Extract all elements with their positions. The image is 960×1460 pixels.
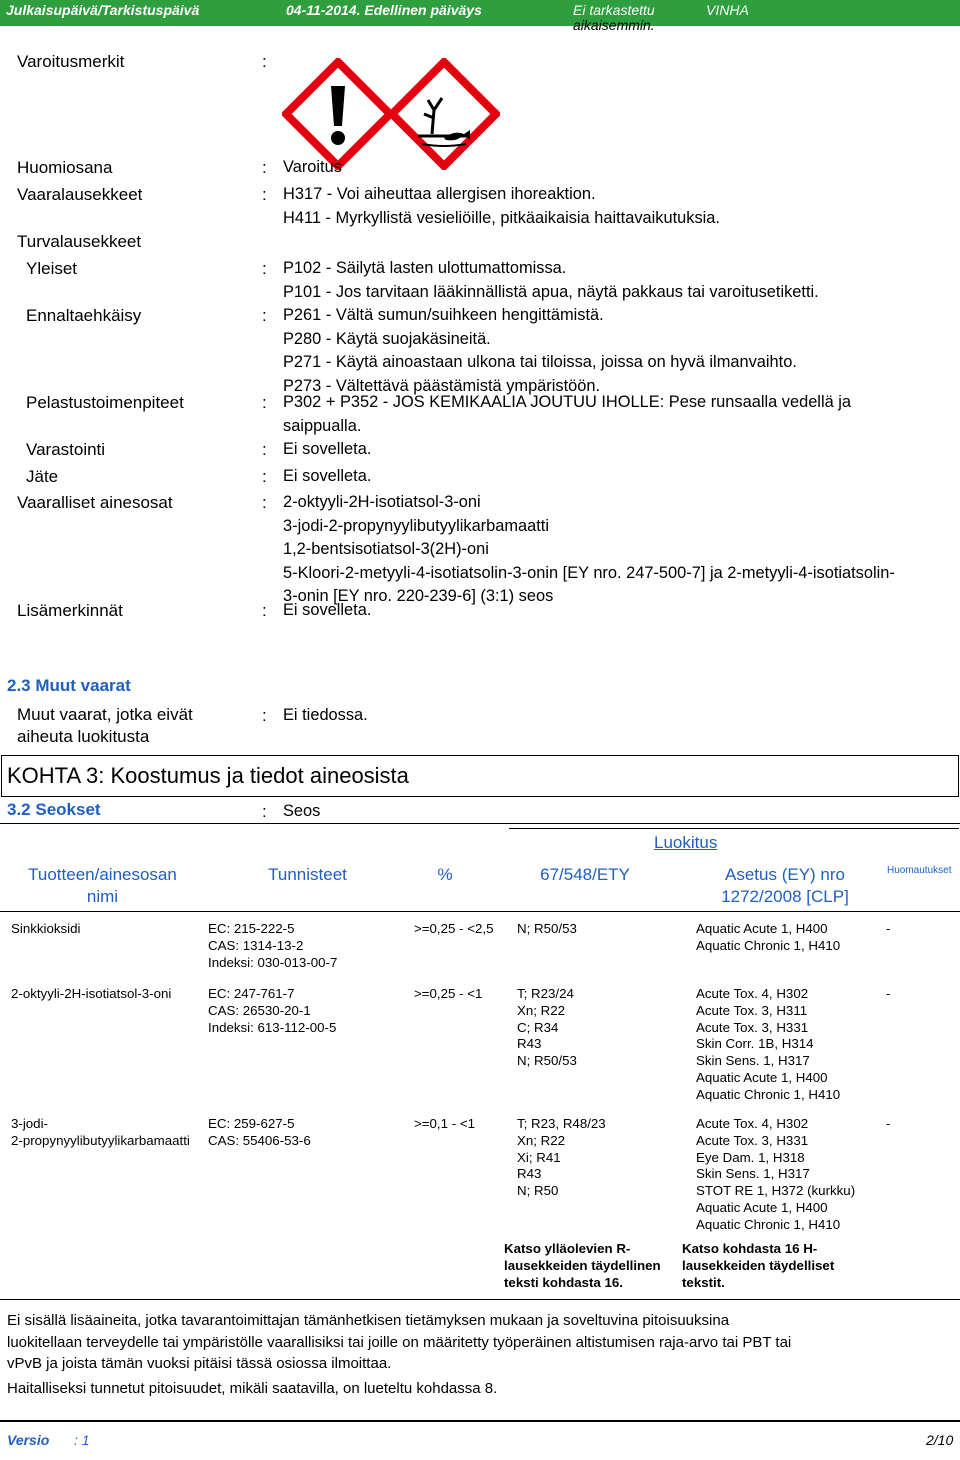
date-label: Julkaisupäivä/Tarkistuspäivä <box>6 2 200 18</box>
colon: : <box>262 185 267 204</box>
other-hazards-heading: 2.3 Muut vaarat <box>7 676 131 695</box>
col-clp-header: Asetus (EY) nro 1272/2008 [CLP] <box>721 865 849 906</box>
colon: : <box>262 158 267 177</box>
disposal-label: Jäte <box>26 467 59 486</box>
signal-word: Varoitus <box>283 158 342 176</box>
colon: : <box>262 440 267 459</box>
storage-label: Varastointi <box>26 440 106 459</box>
page-number: 2/10 <box>926 1432 954 1448</box>
previous-line2: aikaisemmin. <box>573 17 655 33</box>
hazardous-components: 2-oktyyli-2H-isotiatsol-3-oni 3-jodi-2-propynyylibutyylikarbamaatti 1,2-bentsisotiatsol-3(2H)-oni 5-Kloori-2-metyyli-4-isotiatsolin-3-onin [EY nro. 247-500-7] ja 2-metyyli-4-isotiatsolin- 3-onin [EY nro. 220-239-6] (3:1) seos <box>283 493 895 605</box>
section3-paragraph-1: Ei sisällä lisäaineita, jotka tavarantoimittajan tämänhetkisen tietämyksen mukaan ja soveltuvina pitoisuuksina luokitellaan terveydelle tai ympäristölle vaarallisiksi tai joille on määritetty työperäinen altistumisen raja-arvo tai PBT tai vPvB ja joista tämän vuoksi pitäisi tässä osiossa ilmoittaa. <box>7 1312 792 1372</box>
col-percent-header: % <box>437 865 453 884</box>
table-row-1-percent: >=0,25 - <2,5 <box>414 921 494 936</box>
version-label: Versio <box>7 1432 50 1448</box>
colon: : <box>262 706 267 725</box>
table-row-1-identifiers: EC: 215-222-5 CAS: 1314-13-2 Indeksi: 030-013-00-7 <box>208 921 338 970</box>
prevention-statements: P261 - Vältä sumun/suihkeen hengittämistä. P280 - Käytä suojakäsineitä. P271 - Käytä ainoastaan ulkona tai tiloissa, joissa on hyvä ilmanvaihto. P273 - Vältettävä päästämistä ympäristöön. <box>283 306 797 395</box>
colon: : <box>262 467 267 486</box>
table-row-1-dsd: N; R50/53 <box>517 921 577 936</box>
colon: : <box>262 601 267 620</box>
response-statements: P302 + P352 - JOS KEMIKAALIA JOUTUU IHOLLE: Pese runsaalla vedellä ja saippualla. <box>283 393 852 435</box>
table-row-2-dsd: T; R23/24 Xn; R22 C; R34 R43 N; R50/53 <box>517 986 577 1069</box>
dsd-footnote: Katso ylläolevien R- lausekkeiden täydellinen teksti kohdasta 16. <box>504 1241 661 1290</box>
table-row-3-identifiers: EC: 259-627-5 CAS: 55406-53-6 <box>208 1116 311 1148</box>
version-value: : 1 <box>74 1432 90 1448</box>
table-row-3-clp: Acute Tox. 4, H302 Acute Tox. 3, H331 Eye Dam. 1, H318 Skin Sens. 1, H317 STOT RE 1, H372 (kurkku) Aquatic Acute 1, H400 Aquatic Chronic 1, H410 <box>696 1116 856 1232</box>
table-row-2-identifiers: EC: 247-761-7 CAS: 26530-20-1 Indeksi: 613-112-00-5 <box>208 986 337 1035</box>
hazardous-components-label: Vaaralliset ainesosat <box>17 493 173 512</box>
supplemental-label: Lisämerkinnät <box>17 601 123 620</box>
other-hazards-label: Muut vaarat, jotka eivät aiheuta luokitusta <box>17 705 193 746</box>
table-row-1-notes: - <box>886 921 891 936</box>
storage-value: Ei sovelleta. <box>283 440 372 458</box>
supplemental-value: Ei sovelleta. <box>283 601 372 619</box>
table-row-2-percent: >=0,25 - <1 <box>414 986 483 1001</box>
product-name: VINHA <box>706 2 749 18</box>
table-row-2-name: 2-oktyyli-2H-isotiatsol-3-oni <box>11 986 172 1001</box>
table-row-3-name: 3-jodi- 2-propynyylibutyylikarbamaatti <box>11 1116 190 1148</box>
clp-footnote: Katso kohdasta 16 H- lausekkeiden täydelliset tekstit. <box>682 1241 835 1290</box>
colon: : <box>262 306 267 325</box>
table-row-3-percent: >=0,1 - <1 <box>414 1116 475 1131</box>
table-row-1-name: Sinkkioksidi <box>11 921 81 936</box>
prevention-label: Ennaltaehkäisy <box>26 306 142 325</box>
col-name-header: Tuotteen/ainesosan nimi <box>28 865 177 906</box>
mixtures-label: 3.2 Seokset <box>7 800 101 819</box>
col-notes-header: Huomautukset <box>887 865 952 876</box>
colon: : <box>262 802 267 821</box>
table-bottom-border <box>0 1299 960 1300</box>
document-header <box>0 0 960 33</box>
date-value: 04-11-2014. Edellinen päiväys <box>286 2 482 18</box>
previous-line1: Ei tarkastettu <box>573 2 655 18</box>
colon: : <box>262 52 267 71</box>
section3-title: KOHTA 3: Koostumus ja tiedot aineosista <box>7 763 409 788</box>
colon: : <box>262 493 267 512</box>
table-row-3-notes: - <box>886 1116 891 1131</box>
environment-pictogram <box>388 58 500 170</box>
exclamation-mark-pictogram <box>282 58 394 170</box>
colon: : <box>262 259 267 278</box>
table-row-1-clp: Aquatic Acute 1, H400 Aquatic Chronic 1, H410 <box>696 921 841 953</box>
other-hazards-value: Ei tiedossa. <box>283 706 368 724</box>
table-row-3-dsd: T; R23, R48/23 Xn; R22 Xi; R41 R43 N; R50 <box>517 1116 606 1199</box>
col-dsd-header: 67/548/ETY <box>540 865 630 884</box>
col-identifiers-header: Tunnisteet <box>268 865 347 884</box>
classification-divider <box>509 828 959 829</box>
classification-header: Luokitus <box>654 833 718 852</box>
table-row-2-clp: Acute Tox. 4, H302 Acute Tox. 3, H311 Acute Tox. 3, H331 Skin Corr. 1B, H314 Skin Sens. 1, H317 Aquatic Acute 1, H400 Aquatic Chronic 1, H410 <box>696 986 841 1102</box>
general-label: Yleiset <box>26 259 78 278</box>
response-label: Pelastustoimenpiteet <box>26 393 184 412</box>
precautionary-label: Turvalausekkeet <box>17 232 142 251</box>
hazard-statements-label: Vaaralausekkeet <box>17 185 143 204</box>
hazard-statements: H317 - Voi aiheuttaa allergisen ihoreaktion. H411 - Myrkyllistä vesieliöille, pitkäaikaisia haittavaikutuksia. <box>283 185 720 227</box>
colon: : <box>262 393 267 412</box>
mixtures-value: Seos <box>283 802 321 820</box>
disposal-value: Ei sovelleta. <box>283 467 372 485</box>
document-footer <box>0 1420 960 1458</box>
section3-title-box <box>1 755 959 797</box>
signal-word-label: Huomiosana <box>17 158 113 177</box>
general-statements: P102 - Säilytä lasten ulottumattomissa. P101 - Jos tarvitaan lääkinnällistä apua, näytä pakkaus tai varoitusetiketti. <box>283 259 819 301</box>
warning-signs-label: Varoitusmerkit <box>17 52 125 71</box>
section3-paragraph-2: Haitalliseksi tunnetut pitoisuudet, mikäli saatavilla, on lueteltu kohdassa 8. <box>7 1380 498 1397</box>
table-row-2-notes: - <box>886 986 891 1001</box>
